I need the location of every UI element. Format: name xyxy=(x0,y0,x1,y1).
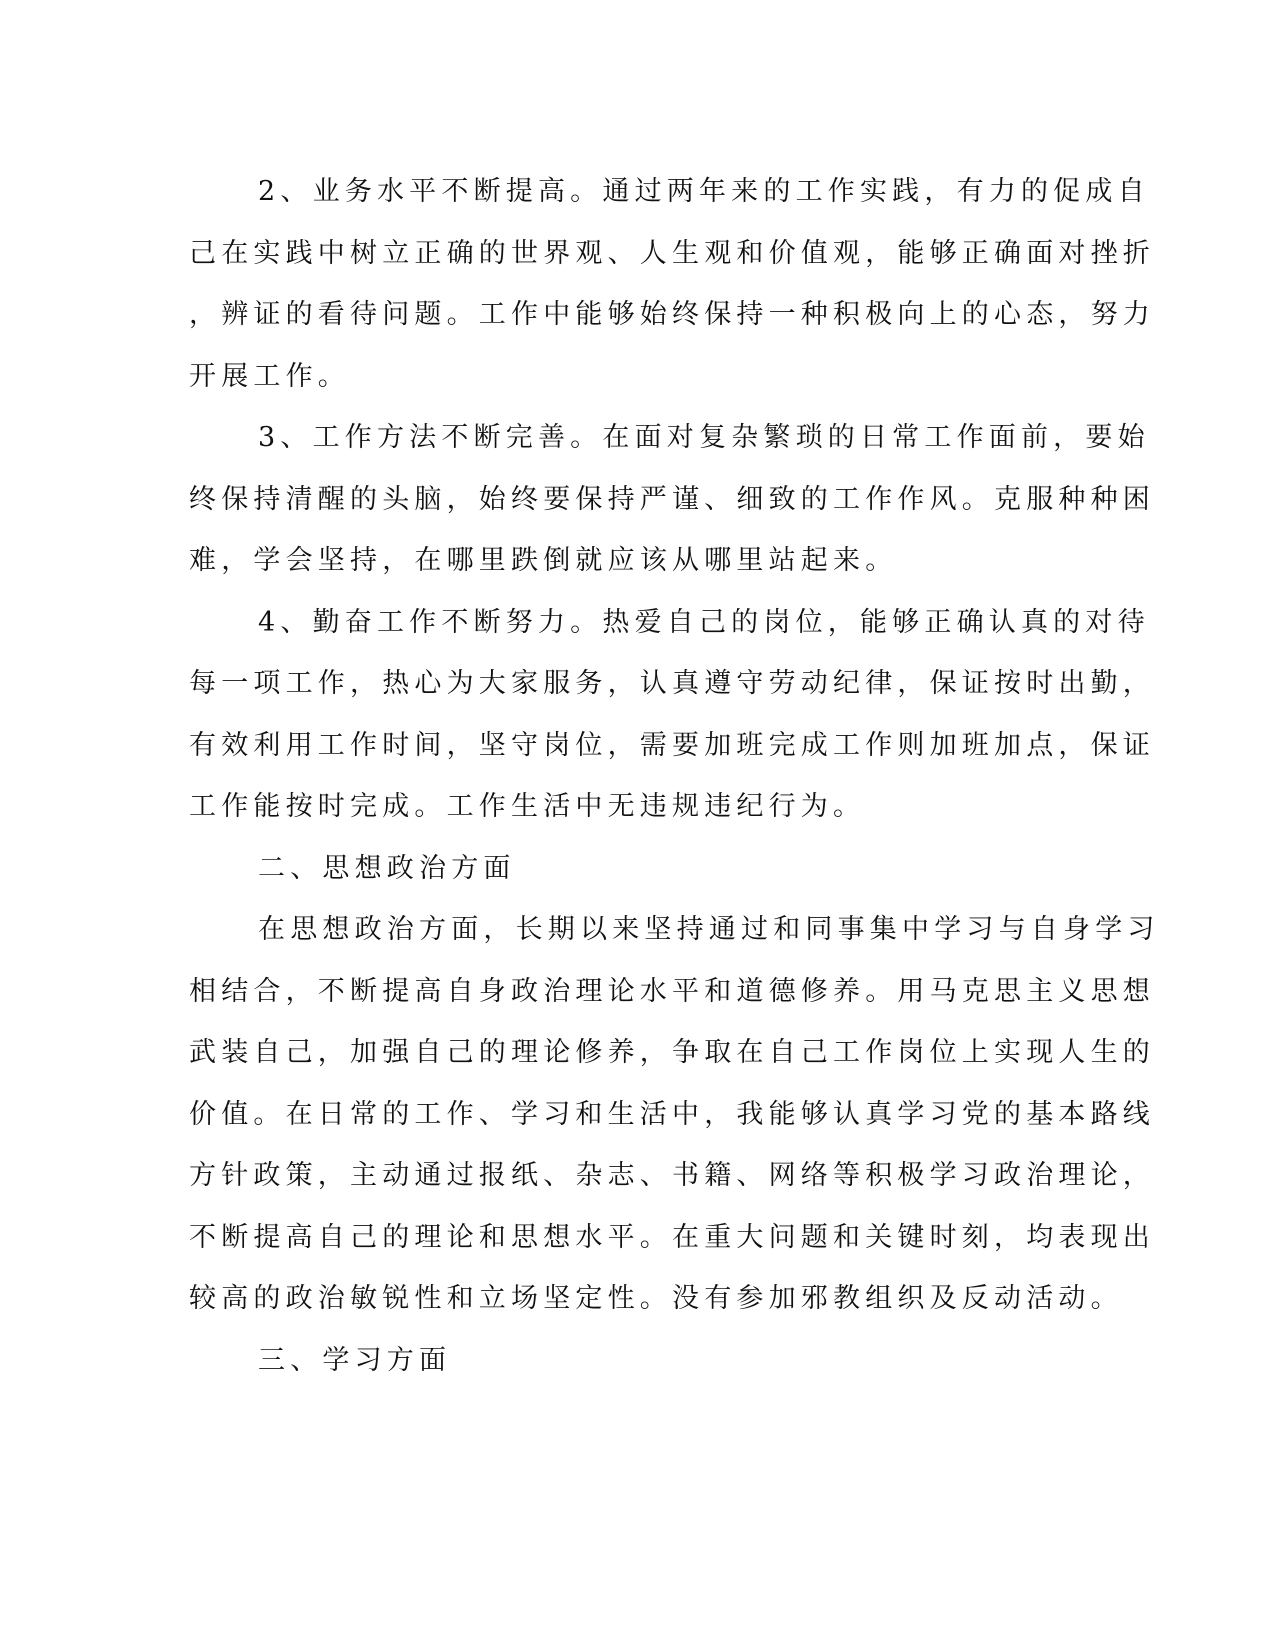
text-line: 方针政策，主动通过报纸、杂志、书籍、网络等积极学习政治理论， xyxy=(189,1160,1155,1191)
section-heading-ideology xyxy=(189,838,1064,900)
paragraph-ideology xyxy=(189,899,1160,1330)
document-body xyxy=(189,161,1160,1391)
text-line: 不断提高自己的理论和思想水平。在重大问题和关键时刻，均表现出 xyxy=(189,1221,1155,1253)
text-line: ，辨证的看待问题。工作中能够始终保持一种积极向上的心态，努力 xyxy=(189,299,1155,330)
text-line: 己在实践中树立正确的世界观、人生观和价值观，能够正确面对挫折 xyxy=(189,237,1155,269)
text-line: 武装自己，加强自己的理论修养，争取在自己工作岗位上实现人生的 xyxy=(189,1037,1155,1068)
text-line: 3、工作方法不断完善。在面对复杂繁琐的日常工作面前，要始 xyxy=(258,422,1150,453)
paragraph-diligence xyxy=(189,592,1155,838)
section-heading-study xyxy=(189,1330,1064,1392)
section-heading: 二、思想政治方面 xyxy=(258,852,516,884)
text-line: 开展工作。 xyxy=(189,360,350,392)
text-line: 价值。在日常的工作、学习和生活中，我能够认真学习党的基本路线 xyxy=(189,1098,1155,1130)
text-line: 4、勤奋工作不断努力。热爱自己的岗位，能够正确认真的对待 xyxy=(258,606,1150,638)
text-line: 难，学会坚持，在哪里跌倒就应该从哪里站起来。 xyxy=(189,545,898,576)
text-line: 较高的政治敏锐性和立场坚定性。没有参加邪教组织及反动活动。 xyxy=(189,1283,1123,1314)
paragraph-work-method xyxy=(189,407,1155,592)
text-line: 工作能按时完成。工作生活中无违规违纪行为。 xyxy=(189,791,866,822)
text-line: 终保持清醒的头脑，始终要保持严谨、细致的工作作风。克服种种困 xyxy=(189,483,1155,515)
section-heading: 三、学习方面 xyxy=(258,1344,452,1376)
text-line: 相结合，不断提高自身政治理论水平和道德修养。用马克思主义思想 xyxy=(189,975,1155,1007)
text-line: 2、业务水平不断提高。通过两年来的工作实践，有力的促成自 xyxy=(258,176,1150,207)
text-line: 在思想政治方面，长期以来坚持通过和同事集中学习与自身学习 xyxy=(258,914,1160,945)
paragraph-work-level xyxy=(189,161,1155,407)
text-line: 每一项工作，热心为大家服务，认真遵守劳动纪律，保证按时出勤， xyxy=(189,668,1155,699)
text-line: 有效利用工作时间，坚守岗位，需要加班完成工作则加班加点，保证 xyxy=(189,729,1155,761)
